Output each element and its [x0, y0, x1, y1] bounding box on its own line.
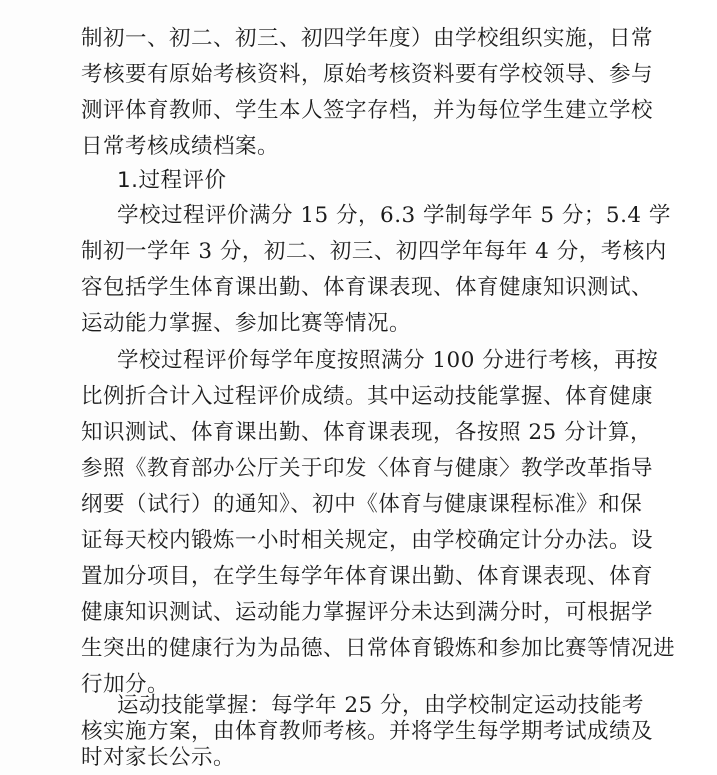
text-line: 行加分。: [81, 672, 170, 697]
text-line: 纲要（试行）的通知》、初中《体育与健康课程标准》和保: [81, 492, 643, 517]
text-line: 知识测试、体育课出勤、体育课表现，各按照 25 分计算，: [81, 420, 653, 445]
text-line: 比例折合计入过程评价成绩。其中运动技能掌握、体育健康: [81, 384, 654, 409]
text-line: 容包括学生体育课出勤、体育课表现、体育健康知识测试、: [81, 275, 654, 300]
text-line: 参照《教育部办公厅关于印发〈体育与健康〉教学改革指导: [81, 456, 654, 481]
text-line: 日常考核成绩档案。: [81, 134, 280, 159]
text-line: 学校过程评价满分 15 分，6.3 学制每学年 5 分；5.4 学: [117, 203, 671, 228]
section-heading: 1.过程评价: [117, 168, 227, 193]
text-line: 制初一、初二、初三、初四学年度）由学校组织实施，日常: [81, 26, 654, 51]
text-line: 制初一学年 3 分，初二、初三、初四学年每年 4 分，考核内: [81, 239, 667, 264]
text-line: 学校过程评价每学年度按照满分 100 分进行考核，再按: [117, 348, 659, 373]
text-line: 运动技能掌握：每学年 25 分，由学校制定运动技能考: [117, 693, 645, 718]
text-line: 证每天校内锻炼一小时相关规定，由学校确定计分办法。设: [81, 528, 654, 553]
text-line: 置加分项目，在学生每学年体育课出勤、体育课表现、体育: [81, 564, 654, 589]
text-line: 考核要有原始考核资料，原始考核资料要有学校领导、参与: [81, 62, 654, 87]
text-line: 核实施方案，由体育教师考核。并将学生每学期考试成绩及: [81, 719, 654, 744]
text-line: 测评体育教师、学生本人签字存档，并为每位学生建立学校: [81, 98, 654, 123]
text-line: 健康知识测试、运动能力掌握评分未达到满分时，可根据学: [81, 600, 654, 625]
text-line: 运动能力掌握、参加比赛等情况。: [81, 311, 412, 336]
text-line: 生突出的健康行为为品德、日常体育锻炼和参加比赛等情况进: [81, 636, 676, 661]
text-line: 时对家长公示。: [81, 745, 236, 770]
